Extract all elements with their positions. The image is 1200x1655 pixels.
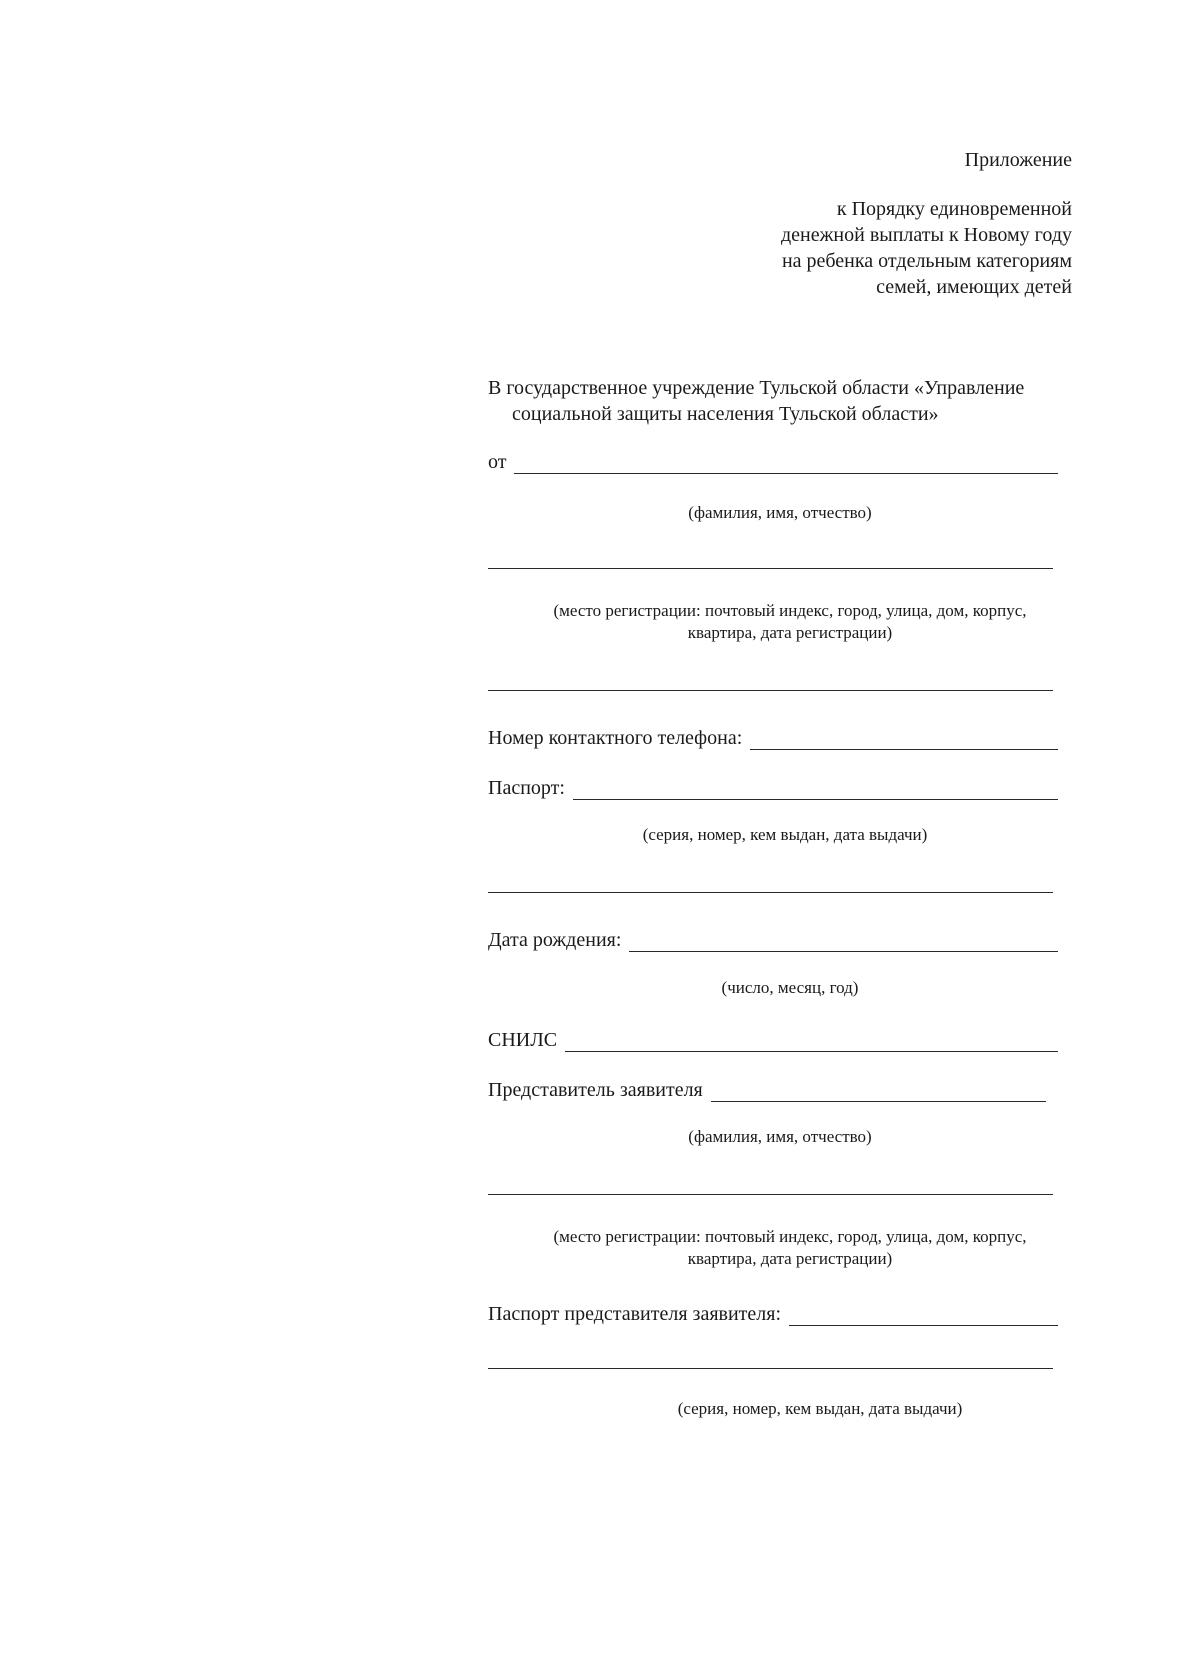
registration-input-line[interactable] [488, 568, 1053, 569]
birth-date-input-line[interactable] [629, 931, 1058, 952]
registration-hint-line: (место регистрации: почтовый индекс, город, улица, дом, корпус, [553, 1227, 1027, 1246]
birth-date-label: Дата рождения: [488, 929, 622, 951]
from-field [488, 450, 1058, 474]
registration-hint-line: квартира, дата регистрации) [687, 623, 893, 642]
appendix-reference-line: семей, имеющих детей [876, 276, 1072, 298]
representative-passport-input-line[interactable] [789, 1305, 1058, 1326]
representative-field [488, 1078, 1046, 1102]
representative-name-hint: (фамилия, имя, отчество) [688, 1127, 872, 1146]
passport-hint: (серия, номер, кем выдан, дата выдачи) [642, 825, 928, 844]
addressee-line: В государственное учреждение Тульской области «Управление [488, 377, 1025, 399]
passport-input-line[interactable] [573, 779, 1058, 800]
snils-label: СНИЛС [488, 1029, 558, 1051]
representative-input-line[interactable] [711, 1081, 1046, 1102]
registration-extra-line[interactable] [488, 690, 1053, 691]
birth-date-hint: (число, месяц, год) [721, 978, 859, 997]
appendix-reference-line: денежной выплаты к Новому году [780, 224, 1072, 246]
representative-registration-hint [470, 1226, 1110, 1270]
representative-passport-extra-line[interactable] [488, 1368, 1053, 1369]
phone-label: Номер контактного телефона: [488, 727, 743, 749]
registration-hint-line: квартира, дата регистрации) [687, 1249, 893, 1268]
representative-passport-field [488, 1302, 1058, 1326]
representative-passport-hint: (серия, номер, кем выдан, дата выдачи) [677, 1399, 963, 1418]
phone-input-line[interactable] [750, 729, 1058, 750]
applicant-name-hint: (фамилия, имя, отчество) [688, 503, 872, 522]
from-label: от [488, 451, 507, 473]
appendix-reference [781, 196, 1072, 300]
representative-registration-line[interactable] [488, 1194, 1053, 1195]
appendix-reference-line: на ребенка отдельным категориям [781, 250, 1072, 272]
passport-field [488, 776, 1058, 800]
representative-label: Представитель заявителя [488, 1079, 703, 1101]
from-input-line[interactable] [514, 453, 1058, 474]
registration-hint-line: (место регистрации: почтовый индекс, город, улица, дом, корпус, [553, 601, 1027, 620]
passport-extra-line[interactable] [488, 892, 1053, 893]
appendix-reference-line: к Порядку единовременной [836, 198, 1072, 220]
addressee-block [488, 375, 1088, 427]
snils-field [488, 1028, 1058, 1052]
applicant-registration-hint [470, 600, 1110, 644]
appendix-title: Приложение [964, 149, 1072, 171]
snils-input-line[interactable] [565, 1031, 1058, 1052]
representative-passport-label: Паспорт представителя заявителя: [488, 1303, 782, 1325]
passport-label: Паспорт: [488, 777, 565, 799]
phone-field [488, 726, 1058, 750]
birth-date-field [488, 928, 1058, 952]
addressee-line: социальной защиты населения Тульской области» [512, 403, 939, 425]
